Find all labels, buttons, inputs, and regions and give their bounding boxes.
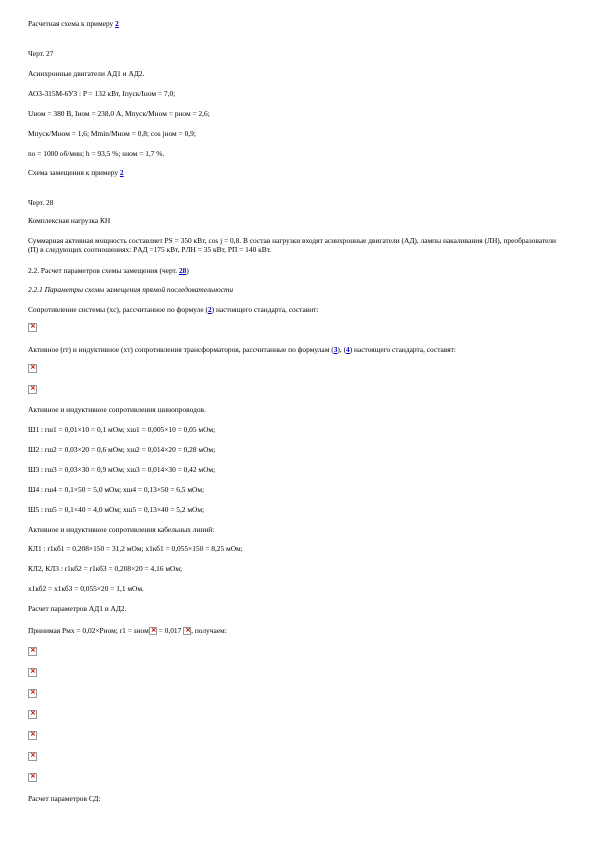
broken-image-icon <box>28 773 37 782</box>
motor-params-formula-line <box>28 626 227 635</box>
broken-image-icon <box>28 323 37 332</box>
busbar-sh4: Ш4 : rш4 = 0,1×50 = 5,0 мОм; xш4 = 0,13×50 = 6,5 мОм; <box>28 485 205 494</box>
busbar-sh3: Ш3 : rш3 = 0,03×30 = 0,9 мОм; xш3 = 0,014×30 = 0,42 мОм; <box>28 465 216 474</box>
cable-heading: Активное и индуктивное сопротивления кабельных линий: <box>28 525 215 534</box>
figure-28-link[interactable]: 28 <box>178 266 187 275</box>
formula-3-link[interactable]: 3 <box>333 345 338 354</box>
cable-kl2-kl3-r: КЛ2, КЛ3 : r1кб2 = r1кб3 = 0,208×20 = 4,16 мОм; <box>28 564 183 573</box>
cable-kl1: КЛ1 : r1кб1 = 0,208×150 = 31,2 мОм; x1кб1 = 0,055×150 = 8,25 мОм; <box>28 544 243 553</box>
motor-spec-line-4: nо = 1000 об/мин; h = 93,5 %; sном = 1,7 %. <box>28 149 165 158</box>
formula-text-end: , получаем: <box>191 626 227 635</box>
figure-label-27: Черт. 27 <box>28 49 54 58</box>
broken-image-icon <box>28 752 37 761</box>
formula-2-link[interactable]: 2 <box>207 305 212 314</box>
caption-equivalent-scheme <box>28 168 124 177</box>
paragraph-separator: ), ( <box>337 345 347 354</box>
paragraph-text: Сопротивление системы (xс), рассчитанное по формуле ( <box>28 305 208 314</box>
sync-motor-heading: Расчет параметров СД: <box>28 794 101 803</box>
section-text-end: ) <box>186 266 189 275</box>
paragraph-text: Активное (rт) и индуктивное (xт) сопротивления трансформаторов, рассчитанные по формулам ( <box>28 345 334 354</box>
load-description-paragraph: Суммарная активная мощность составляет PS = 350 кВт, cos j = 0,8. В состав нагрузки входят асинхронные двигатели (АД), лампы накаливания (ЛН), преобразователи (П) в следующих соотношениях: PАД =175 кВт, PЛН = 35 кВт, PП = 140 кВт. <box>28 236 557 254</box>
formula-text-mid: = 0,017 <box>156 626 184 635</box>
caption-text: Схема замещения к примеру <box>28 168 120 177</box>
figure-label-28: Черт. 28 <box>28 198 54 207</box>
motor-spec-line-2: Uном = 380 В, Iном = 238,0 А, Мпуск/Мном = pном = 2,6; <box>28 109 210 118</box>
busbar-heading: Активное и индуктивное сопротивления шинопроводов. <box>28 405 206 414</box>
transformer-resistance-paragraph <box>28 345 456 354</box>
cable-kl2-kl3-x: x1кб2 = x1кб3 = 0,055×20 = 1,1 мОм. <box>28 584 144 593</box>
section-2-2-1-heading: 2.2.1 Параметры схемы замещения прямой последовательности <box>28 285 234 294</box>
section-text: 2.2. Расчет параметров схемы замещения (черт. <box>28 266 179 275</box>
broken-image-icon <box>28 647 37 656</box>
motor-params-heading: Расчет параметров АД1 и АД2. <box>28 604 127 613</box>
broken-image-icon <box>28 710 37 719</box>
example-link[interactable]: 2 <box>115 19 119 28</box>
heading-motors: Асинхронные двигатели АД1 и АД2. <box>28 69 145 78</box>
formula-text: Принимая Pмх = 0,02×Pном; r1 = sном <box>28 626 149 635</box>
formula-4-link[interactable]: 4 <box>346 345 350 354</box>
broken-image-icon <box>28 668 37 677</box>
broken-image-icon <box>28 364 37 373</box>
caption-text: Расчетная схема к примеру <box>28 19 116 28</box>
section-2-2-heading <box>28 266 189 275</box>
busbar-sh5: Ш5 : rш5 = 0,1×40 = 4,0 мОм; xш5 = 0,13×40 = 5,2 мОм; <box>28 505 205 514</box>
busbar-sh1: Ш1 : rш1 = 0,01×10 = 0,1 мОм; xш1 = 0,005×10 = 0,05 мОм; <box>28 425 216 434</box>
system-resistance-paragraph <box>28 305 318 314</box>
broken-image-icon <box>28 385 37 394</box>
caption-scheme-27 <box>28 19 119 28</box>
paragraph-text-end: ) настоящего стандарта, составят: <box>349 345 456 354</box>
motor-spec-line-1: АО3-315М-6УЗ : P = 132 кВт, Iпуск/Iном = 7,0; <box>28 89 176 98</box>
heading-complex-load: Комплексная нагрузка КН <box>28 216 111 225</box>
paragraph-text-end: ) настоящего стандарта, составит: <box>211 305 319 314</box>
broken-image-icon <box>183 627 191 635</box>
motor-spec-line-3: Мпуск/Мном = 1,6; Мmin/Мном = 0,8; cos jном = 0,9; <box>28 129 196 138</box>
broken-image-icon <box>28 731 37 740</box>
busbar-sh2: Ш2 : rш2 = 0,03×20 = 0,6 мОм; xш2 = 0,014×20 = 0,28 мОм; <box>28 445 216 454</box>
broken-image-icon <box>28 689 37 698</box>
example-link[interactable]: 2 <box>119 168 124 177</box>
broken-image-icon <box>149 627 157 635</box>
